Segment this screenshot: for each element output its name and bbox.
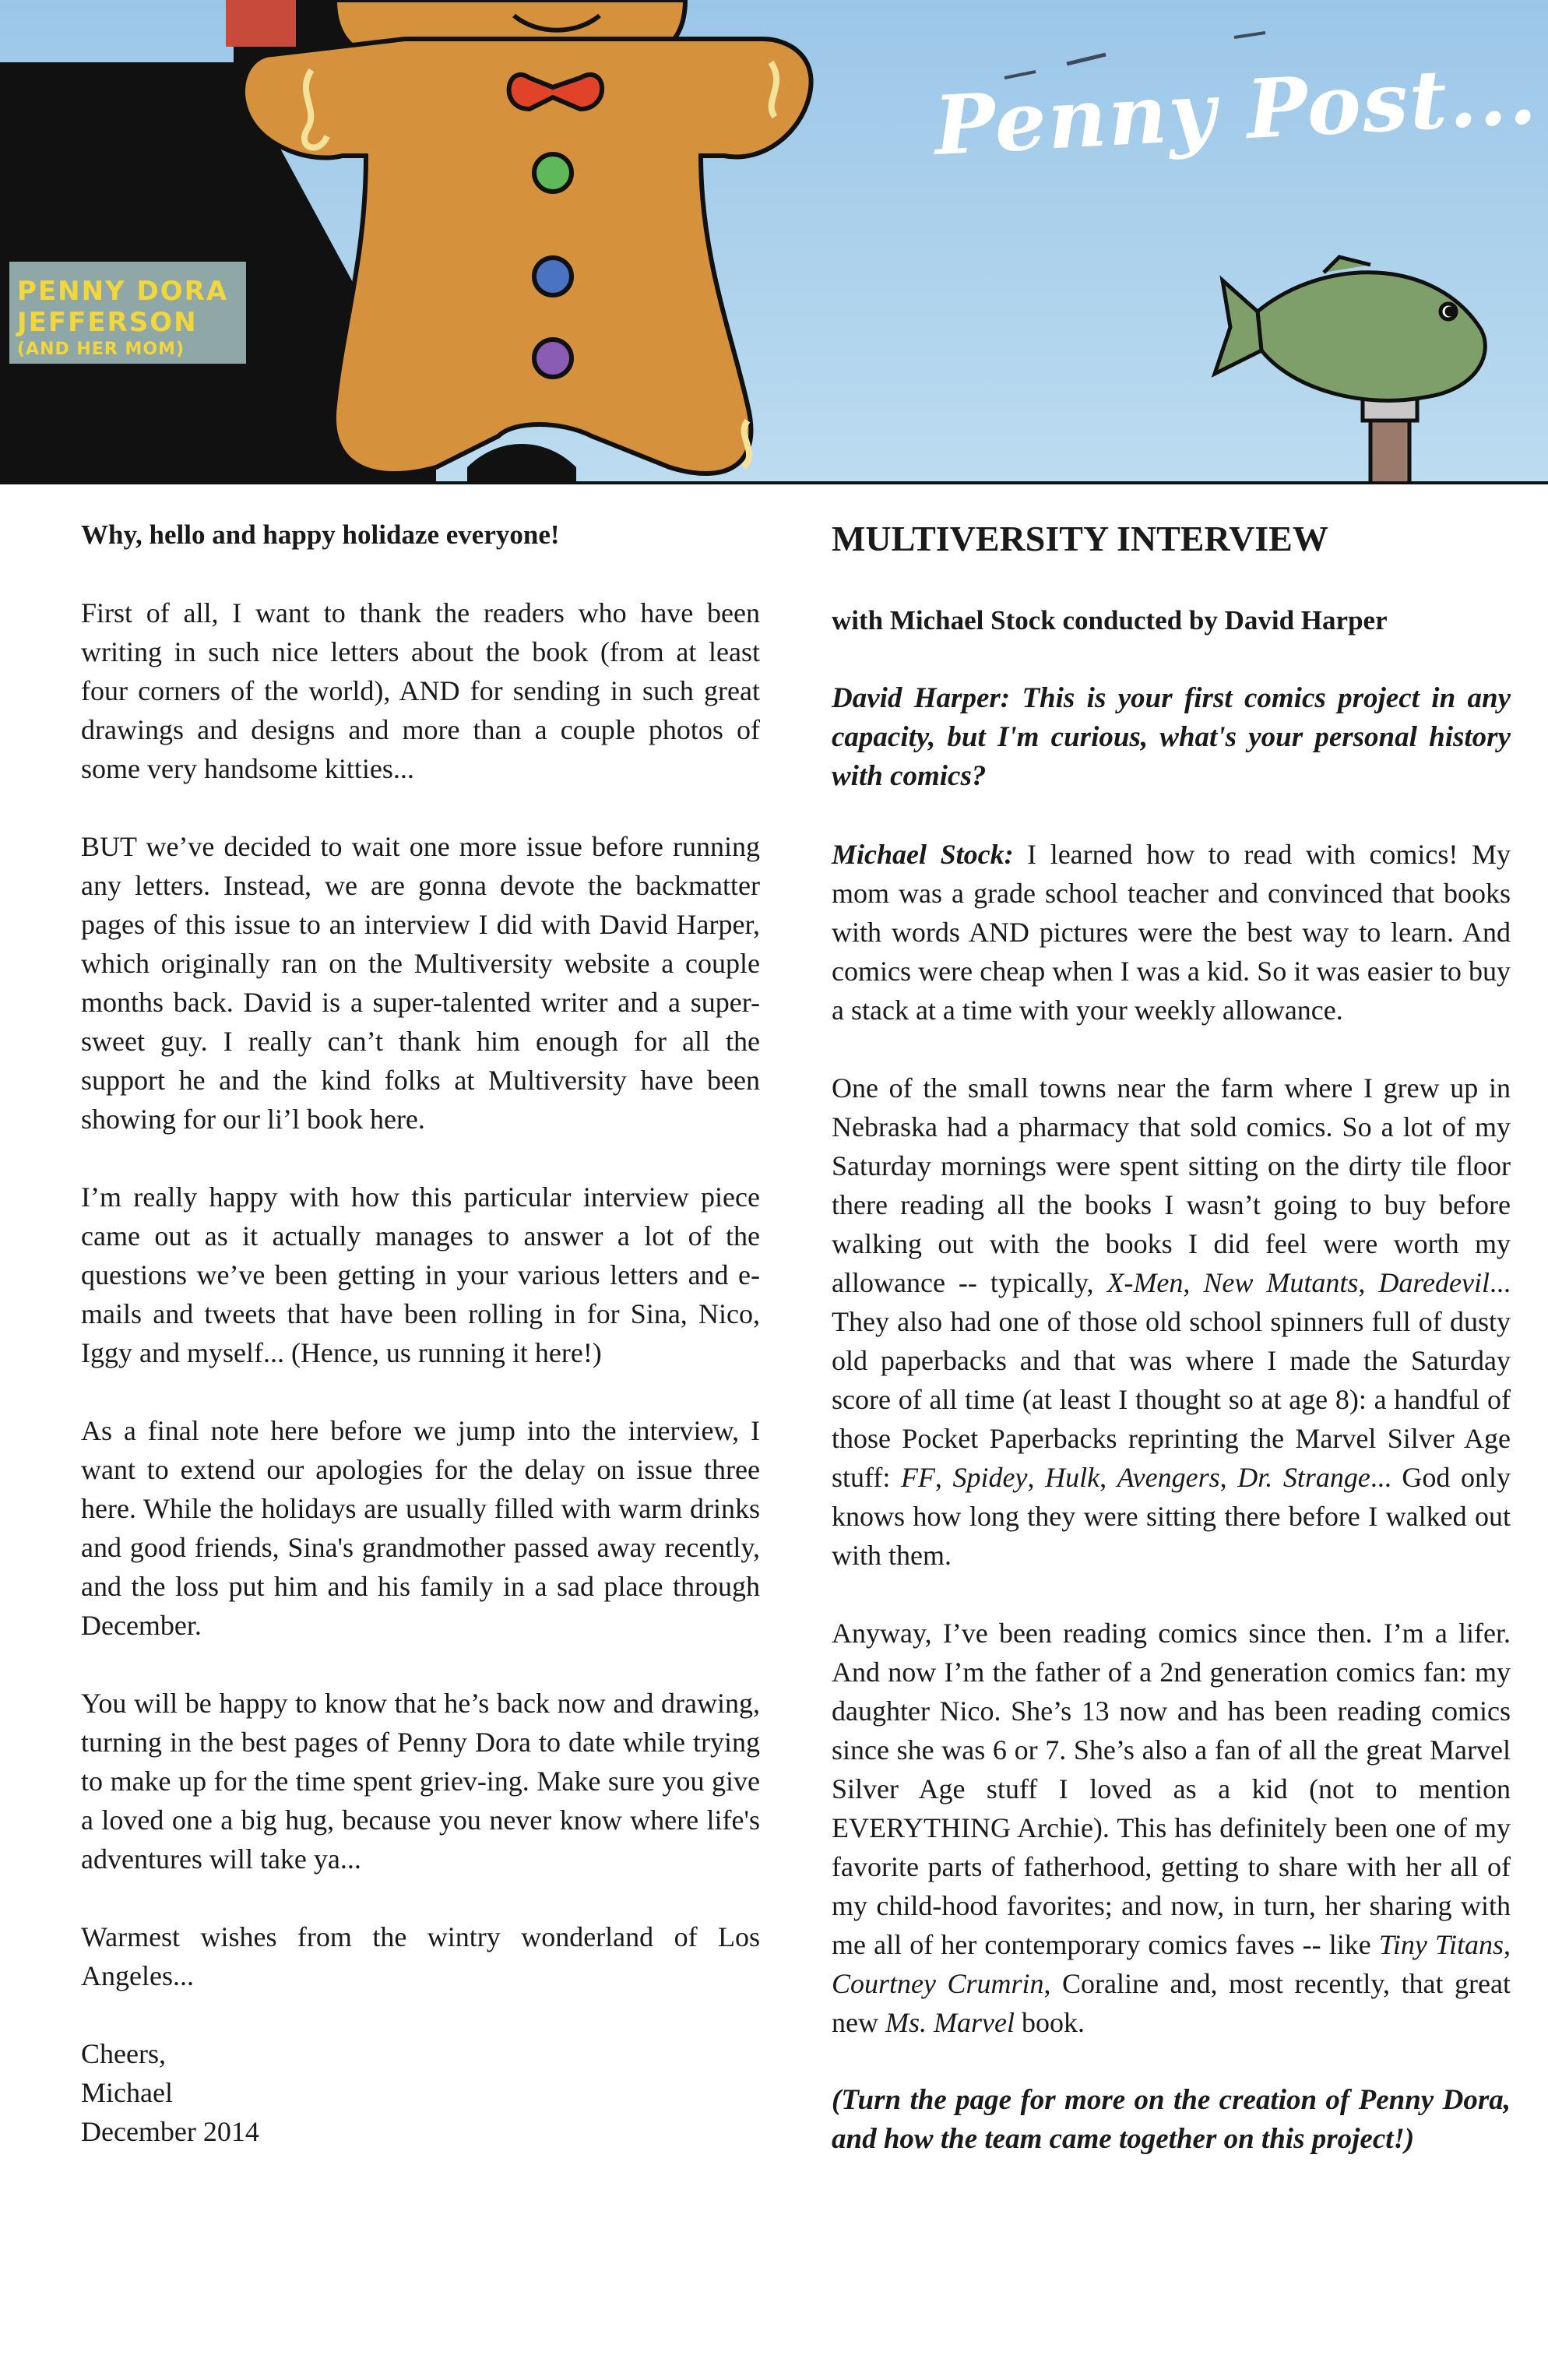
- name-sign-line1: PENNY DORA: [17, 276, 229, 307]
- title-hulk: Hulk: [1045, 1462, 1100, 1493]
- answer-paragraph-3: Anyway, I’ve been reading comics since then. I’m a lifer. And now I’m the father of a 2nd generation comics fan: my daughter Nico. She’s 13 now and has been reading comics since she was 6 or 7. She’s also a fan of all the great Marvel Silver Age stuff I loved as a kid (not to mention EVERYTHING Archie). This has definitely been one of my favorite parts of fatherhood, getting to share with her all of my child-hood favorites; and now, in turn, her sharing with me all of her contemporary comics faves -- like Tiny Titans, Courtney Crumrin, Coraline and, most recently, that great new Ms. Marvel book.: [832, 1618, 1511, 2038]
- left-paragraph-1: First of all, I want to thank the readers who have been writing in such nice letters about the book (from at least four corners of the world), AND for sending in such great drawings and designs and more than a couple photos of some very handsome kitties...: [81, 597, 760, 784]
- answer-text-2a: One of the small towns near the farm where I grew up in Nebraska had a pharmacy that sold comics. So a lot of my Saturday mornings were spent sitting on the dirty tile floor there reading all the books I wasn’t going to buy before walking out with the books I did feel were worth my allowance -- typically,: [832, 1072, 1511, 1298]
- answer-text-3c: book.: [1014, 2007, 1085, 2038]
- title-ff: FF: [900, 1462, 935, 1493]
- answer-paragraph-1: [832, 835, 1511, 1030]
- answer-text-3a: Anyway, I’ve been reading comics since then. I’m a lifer. And now I’m the father of a 2nd generation comics fan: my daughter Nico. She’s 13 now and has been reading comics since she was 6 or 7. She’s also a fan of all the great Marvel Silver Age stuff I loved as a kid (not to mention EVERYTHING Archie). This has definitely been one of my favorite parts of fatherhood, getting to share with her all of my child-hood favorites; and now, in turn, her sharing with me all of her contemporary comics faves -- like: [832, 1618, 1511, 1960]
- left-column: [81, 516, 760, 2151]
- page-title: Penny Post...: [931, 46, 1540, 174]
- title-daredevil: Daredevil: [1378, 1267, 1490, 1298]
- left-paragraph-6: Warmest wishes from the wintry wonderland of Los Angeles...: [81, 1921, 760, 1991]
- answer-text-2b: ... They also had one of those old school spinners full of dusty old paperbacks and that was where I made the Saturday score of all time (at least I thought so at age 8): a handful of those Pocket Paperbacks reprinting the Marvel Silver Age stuff:: [832, 1267, 1511, 1493]
- greeting: Why, hello and happy holidaze everyone!: [81, 519, 560, 550]
- title-spidey: Spidey: [952, 1462, 1028, 1493]
- title-avengers: Avengers: [1117, 1462, 1220, 1493]
- title-ms-marvel: Ms. Marvel: [885, 2007, 1015, 2038]
- signature-name: Michael: [81, 2077, 173, 2108]
- left-paragraph-3: I’m really happy with how this particular interview piece came out as it actually manages to answer a lot of the questions we’ve been getting in your various letters and e-mails and tweets that have been rolling in for Sina, Nico, Iggy and myself... (Hence, us running it here!): [81, 1181, 760, 1368]
- interview-heading: MULTIVERSITY INTERVIEW: [832, 519, 1328, 558]
- left-paragraph-2: BUT we’ve decided to wait one more issue before running any letters. Instead, we are gonna devote the backmatter pages of this issue to an interview I did with David Harper, which originally ran on the Multiversity website a couple months back. David is a super-talented writer and a super-sweet guy. I really can’t thank him enough for all the support he and the kind folks at Multiversity have been showing for our li’l book here.: [81, 831, 760, 1135]
- closing: Cheers,: [81, 2038, 166, 2069]
- continuation-note: (Turn the page for more on the creation of Penny Dora, and how the team came together on this project!): [832, 2084, 1511, 2155]
- banner-illustration: [0, 0, 1548, 484]
- title-tiny-titans: Tiny Titans: [1378, 1929, 1504, 1960]
- answer-text-3b: , Coraline and, most recently, that great new: [832, 1968, 1511, 2038]
- name-sign: [6, 259, 249, 367]
- left-paragraph-5: You will be happy to know that he’s back now and drawing, turning in the best pages of Penny Dora to date while trying to make up for the time spent griev-ing. Make sure you give a loved one a big hug, because you never know where life's adventures will take ya...: [81, 1688, 760, 1875]
- interview-subheading: with Michael Stock conducted by David Harper: [832, 605, 1388, 635]
- left-paragraph-4: As a final note here before we jump into the interview, I want to extend our apologies for the delay on issue three here. While the holidays are usually filled with warm drinks and good friends, Sina's grandmother passed away recently, and the loss put him and his family in a sad place through December.: [81, 1415, 760, 1641]
- name-sign-line3: (AND HER MOM): [17, 340, 185, 359]
- speaker-label: Michael Stock:: [832, 839, 1014, 870]
- signature-date: December 2014: [81, 2116, 259, 2147]
- answer-text-2c: ... God only knows how long they were sitting there before I walked out with them.: [832, 1462, 1511, 1571]
- answer-text-1: I learned how to read with comics! My mom was a grade school teacher and convinced that books with words AND pictures were the best way to learn. And comics were cheap when I was a kid. So it was easier to buy a stack at a time with your weekly allowance.: [832, 839, 1511, 1026]
- answer-paragraph-2: One of the small towns near the farm where I grew up in Nebraska had a pharmacy that sold comics. So a lot of my Saturday mornings were spent sitting on the dirty tile floor there reading all the books I wasn’t going to buy before walking out with the books I did feel were worth my allowance -- typically, X-Men, New Mutants, Daredevil... They also had one of those old school spinners full of dusty old paperbacks and that was where I made the Saturday score of all time (at least I thought so at age 8): a handful of those Pocket Paperbacks reprinting the Marvel Silver Age stuff: FF, Spidey, Hulk, Avengers, Dr. Strange... God only knows how long they were sitting there before I walked out with them.: [832, 1072, 1511, 1571]
- title-dr-strange: Dr. Strange: [1237, 1462, 1370, 1493]
- interview-question: David Harper: This is your first comics project in any capacity, but I'm curious, what's your personal history with comics?: [832, 682, 1511, 792]
- title-x-men: X-Men: [1106, 1267, 1184, 1298]
- right-column: [832, 516, 1511, 2198]
- title-new-mutants: New Mutants: [1203, 1267, 1359, 1298]
- title-courtney-crumrin: Courtney Crumrin: [832, 1968, 1044, 1999]
- name-sign-line2: JEFFERSON: [17, 307, 198, 338]
